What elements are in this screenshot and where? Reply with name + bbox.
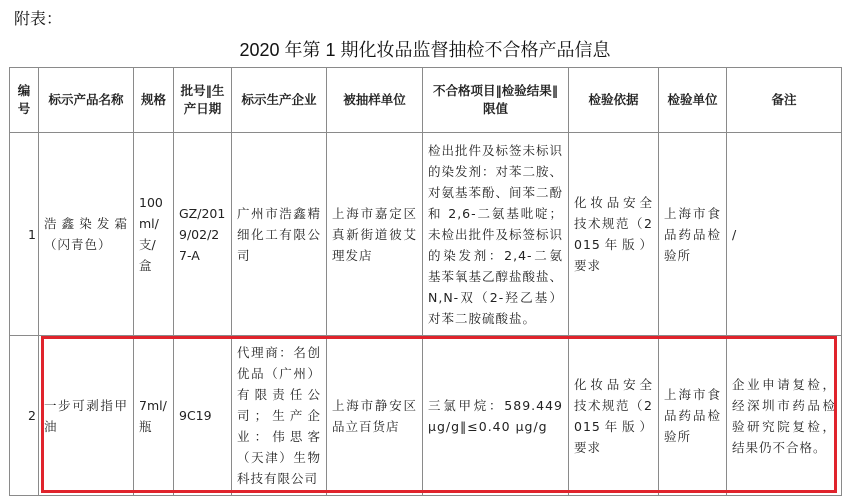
header-spec: 规格 (134, 68, 174, 133)
test-lab: 上海市食品药品检验所 (659, 133, 727, 336)
sampled-unit: 上海市静安区品立百货店 (327, 336, 423, 496)
row-number: 2 (10, 336, 39, 496)
row-number: 1 (10, 133, 39, 336)
remark: 企业申请复检，经深圳市药品检验研究院复检，结果仍不合格。 (727, 336, 842, 496)
table-row (10, 336, 842, 496)
remark: / (727, 133, 842, 336)
header-basis: 检验依据 (569, 68, 659, 133)
nonconforming-products-table (9, 67, 842, 496)
failed-item: 检出批件及标签未标识的染发剂：对苯二胺、对氨基苯酚、间苯二酚和 2,6-二氨基吡啶；未检出批件及标签标识的染发剂：2,4-二氨基苯氧基乙醇盐酸盐、N,N-双（2-羟乙基）对苯二胺硫酸盐。 (423, 133, 569, 336)
product-name: 一步可剥指甲油 (39, 336, 134, 496)
spec: 100ml/支/盒 (134, 133, 174, 336)
header-sampled-unit: 被抽样单位 (327, 68, 423, 133)
table-row (10, 133, 842, 336)
sampled-unit: 上海市嘉定区真新街道彼艾理发店 (327, 133, 423, 336)
header-remark: 备注 (727, 68, 842, 133)
test-lab: 上海市食品药品检验所 (659, 336, 727, 496)
table-header-row (10, 68, 842, 133)
manufacturer: 代理商：名创优品（广州）有限责任公司；生产企业：伟思客（天津）生物科技有限公司 (232, 336, 327, 496)
header-number: 编号 (10, 68, 39, 133)
header-failed-item: 不合格项目‖检验结果‖限值 (423, 68, 569, 133)
test-basis: 化妆品安全技术规范（2015年版）要求 (569, 133, 659, 336)
manufacturer: 广州市浩鑫精细化工有限公司 (232, 133, 327, 336)
test-basis: 化妆品安全技术规范（2015年版）要求 (569, 336, 659, 496)
header-manufacturer: 标示生产企业 (232, 68, 327, 133)
batch: 9C19 (174, 336, 232, 496)
header-product-name: 标示产品名称 (39, 68, 134, 133)
spec: 7ml/瓶 (134, 336, 174, 496)
document-title: 2020 年第 1 期化妆品监督抽检不合格产品信息 (239, 40, 611, 60)
batch: GZ/2019/02/27-A (174, 133, 232, 336)
appendix-label: 附表： (14, 9, 63, 28)
header-lab: 检验单位 (659, 68, 727, 133)
product-name: 浩鑫染发霜（闪青色） (39, 133, 134, 336)
failed-item: 三氯甲烷：589.449 μg/g‖≤0.40 μg/g (423, 336, 569, 496)
header-batch: 批号‖生产日期 (174, 68, 232, 133)
